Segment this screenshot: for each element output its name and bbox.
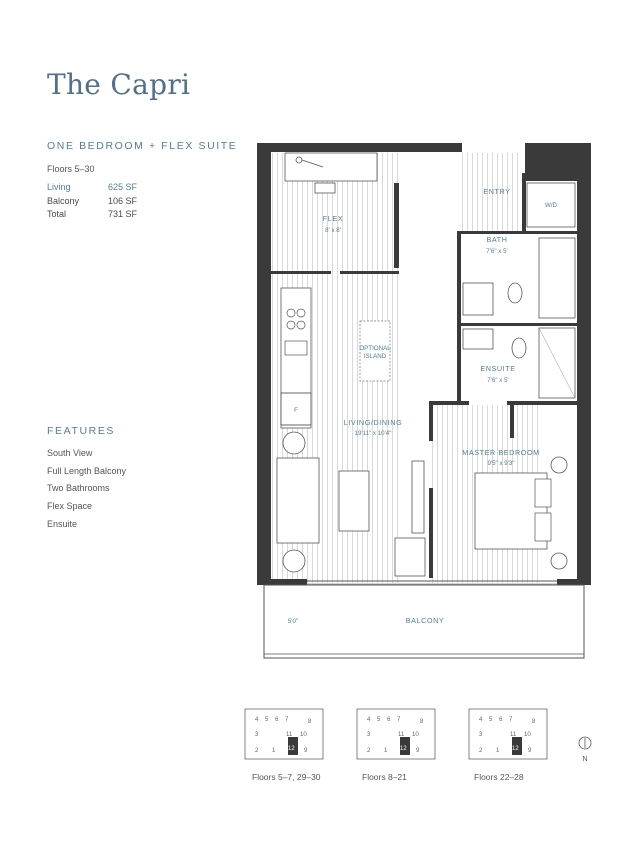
area-value: 625 SF <box>108 182 138 192</box>
bath-label: BATH <box>486 235 508 244</box>
flex-label: FLEX <box>322 214 344 223</box>
features-list <box>47 448 126 536</box>
vanity <box>463 329 493 349</box>
unit-number: 12 <box>400 746 407 752</box>
exterior-wall-right <box>577 143 591 585</box>
dining-table <box>339 471 369 531</box>
ensuite-dim: 7'6" x 5' <box>487 377 509 384</box>
area-value: 731 SF <box>108 209 138 219</box>
unit-number: 1 <box>384 748 388 754</box>
unit-number: 2 <box>255 748 259 754</box>
unit-number: 9 <box>416 748 420 754</box>
interior-wall <box>394 183 399 268</box>
fridge-label: F <box>294 407 298 414</box>
key-plan-caption: Floors 22–28 <box>474 772 524 782</box>
unit-number: 10 <box>412 732 419 738</box>
feature-item: Full Length Balcony <box>47 465 127 476</box>
pillow <box>535 479 551 507</box>
toilet <box>512 338 526 358</box>
chair <box>315 183 335 193</box>
key-plan-1 <box>245 709 323 759</box>
entry-label: ENTRY <box>483 187 511 196</box>
floor-plan <box>257 143 593 663</box>
exterior-wall-left <box>257 143 271 585</box>
area-row-total <box>47 208 137 222</box>
unit-number: 11 <box>398 732 405 738</box>
unit-number: 10 <box>524 732 531 738</box>
exterior-wall-top-right <box>525 143 591 181</box>
unit-number: 9 <box>528 748 532 754</box>
interior-wall <box>429 401 433 441</box>
key-plan-3 <box>469 709 547 759</box>
unit-number: 6 <box>275 717 279 723</box>
interior-wall <box>429 401 469 405</box>
unit-number: 1 <box>496 748 500 754</box>
unit-number: 2 <box>479 748 483 754</box>
interior-wall <box>457 231 577 234</box>
living-label: LIVING/DINING <box>343 418 403 427</box>
exterior-wall-top <box>257 143 462 152</box>
area-label: Living <box>47 182 71 192</box>
interior-wall <box>510 403 514 438</box>
unit-number: 6 <box>387 717 391 723</box>
island-label: OPTIONAL <box>359 345 391 352</box>
unit-number: 10 <box>300 732 307 738</box>
unit-number: 6 <box>499 717 503 723</box>
feature-item: Two Bathrooms <box>47 483 110 494</box>
unit-number: 8 <box>532 719 536 725</box>
interior-wall <box>340 271 399 274</box>
master-label: MASTER BEDROOM <box>462 448 540 457</box>
exterior-wall-bottom <box>557 579 591 585</box>
area-table <box>47 181 137 222</box>
vanity <box>463 283 493 315</box>
suite-type: ONE BEDROOM + FLEX SUITE <box>47 140 238 152</box>
features-heading: FEATURES <box>47 425 116 437</box>
interior-wall <box>457 233 461 403</box>
bath-dim: 7'6" x 5' <box>486 248 508 255</box>
balcony-label: BALCONY <box>405 616 445 625</box>
north-arrow-icon <box>575 735 595 765</box>
unit-number: 2 <box>367 748 371 754</box>
unit-number: 8 <box>308 719 312 725</box>
floors-range: Floors 5–30 <box>47 164 95 174</box>
unit-number: 3 <box>367 732 371 738</box>
interior-wall <box>429 488 433 578</box>
interior-wall <box>507 401 577 405</box>
sofa <box>277 458 319 543</box>
area-row-living <box>47 181 137 195</box>
exterior-wall-bottom <box>257 579 307 585</box>
flex-dim: 8' x 8' <box>325 227 341 234</box>
key-plans <box>240 705 580 767</box>
bathtub <box>539 238 575 318</box>
nightstand <box>551 457 567 473</box>
master-dim: 9'5" x 9'3" <box>487 460 515 467</box>
area-value: 106 SF <box>108 195 138 206</box>
balcony-dim: 5'0" <box>287 618 299 625</box>
interior-wall <box>522 173 526 233</box>
north-label: N <box>582 756 588 763</box>
area-label: Total <box>47 209 67 219</box>
island-label: ISLAND <box>363 353 387 360</box>
key-plan-caption: Floors 5–7, 29–30 <box>252 772 321 782</box>
area-row-balcony <box>47 195 137 209</box>
feature-item: Ensuite <box>47 518 78 529</box>
living-dim: 19'11" x 10'4" <box>354 430 392 437</box>
nightstand <box>551 553 567 569</box>
unit-number: 5 <box>265 717 269 723</box>
tv-console <box>412 461 424 533</box>
unit-number: 4 <box>367 717 371 723</box>
unit-number: 12 <box>288 746 295 752</box>
armchair <box>283 550 305 572</box>
unit-number: 3 <box>479 732 483 738</box>
unit-number: 12 <box>512 746 519 752</box>
wd-label: W/D <box>544 202 558 209</box>
mechanical-closet <box>395 538 425 576</box>
armchair <box>283 432 305 454</box>
area-label: Balcony <box>47 195 80 206</box>
toilet <box>508 283 522 303</box>
unit-number: 11 <box>510 732 517 738</box>
unit-number: 11 <box>286 732 293 738</box>
interior-wall <box>271 271 331 274</box>
unit-number: 1 <box>272 748 276 754</box>
unit-number: 7 <box>285 717 289 723</box>
suite-title: The Capri <box>47 68 191 101</box>
unit-number: 4 <box>255 717 259 723</box>
unit-number: 5 <box>489 717 493 723</box>
unit-number: 8 <box>420 719 424 725</box>
interior-wall <box>457 323 577 326</box>
feature-item: Flex Space <box>47 501 93 512</box>
pillow <box>535 513 551 541</box>
ensuite-label: ENSUITE <box>480 364 516 373</box>
unit-number: 3 <box>255 732 259 738</box>
key-plan-caption: Floors 8–21 <box>362 772 407 782</box>
unit-number: 4 <box>479 717 483 723</box>
unit-number: 7 <box>509 717 513 723</box>
unit-number: 7 <box>397 717 401 723</box>
unit-number: 9 <box>304 748 308 754</box>
key-plan-2 <box>357 709 435 759</box>
feature-item: South View <box>47 448 93 458</box>
unit-number: 5 <box>377 717 381 723</box>
